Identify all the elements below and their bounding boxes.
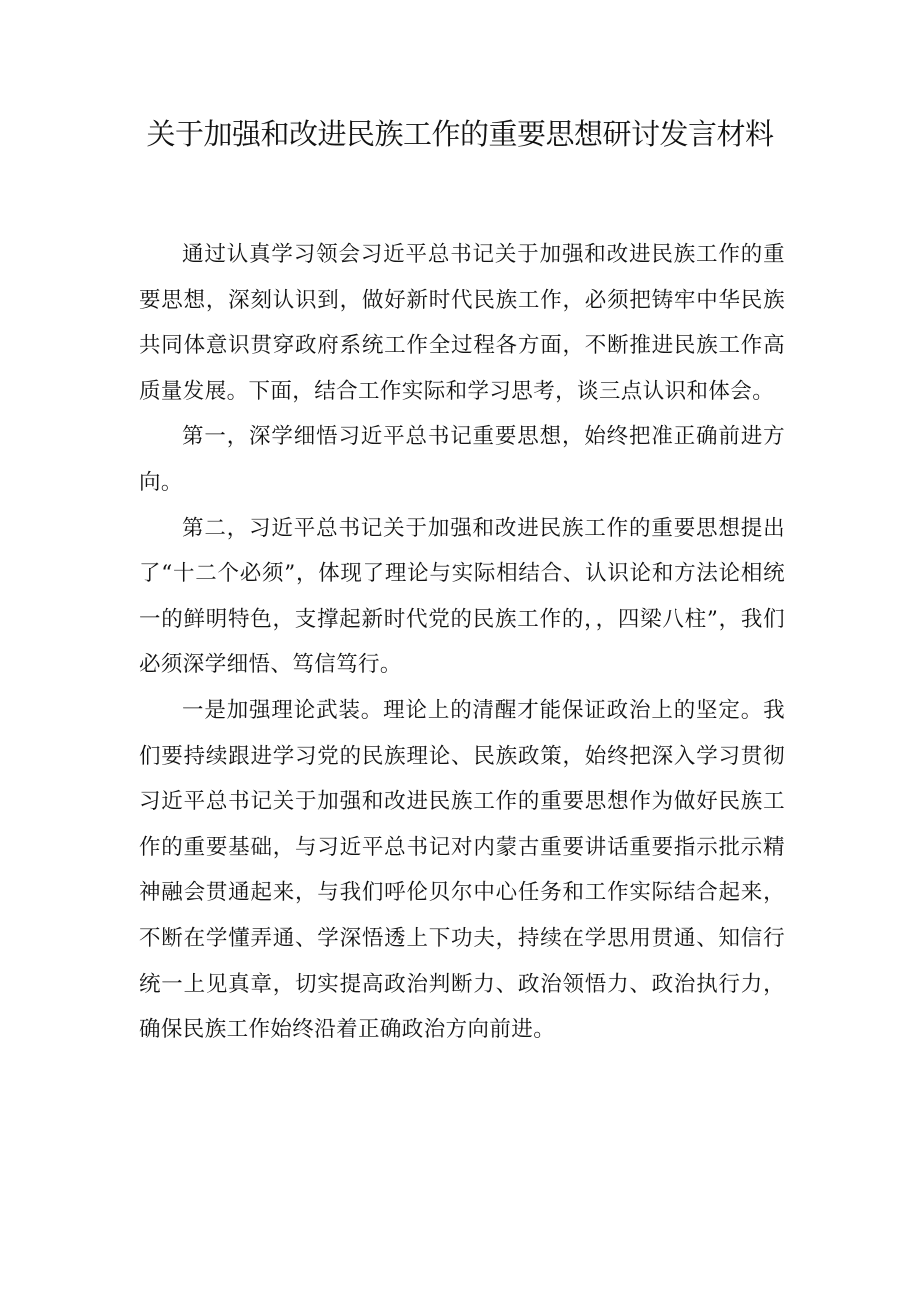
paragraph-first-point: 第一，深学细悟习近平总书记重要思想，始终把准正确前进方向。 — [139, 424, 785, 495]
document-body — [139, 232, 785, 1053]
paragraph-intro: 通过认真学习领会习近平总书记关于加强和改进民族工作的重要思想，深刻认识到，做好新时代民族工作，必须把铸牢中华民族共同体意识贯穿政府系统工作全过程各方面，不断推进民族工作高质量发展。下面，结合工作实际和学习思考，谈三点认识和体会。 — [139, 242, 785, 404]
paragraph-second-point: 第二，习近平总书记关于加强和改进民族工作的重要思想提出了“十二个必须”，体现了理论与实际相结合、认识论和方法论相统一的鲜明特色，支撑起新时代党的民族工作的，，四梁八柱”，我们必须深学细悟、笃信笃行。 — [139, 515, 785, 678]
document-title: 关于加强和改进民族工作的重要思想研讨发言材料 — [146, 117, 774, 151]
paragraph-theory-study: 一是加强理论武装。理论上的清醒才能保证政治上的坚定。我们要持续跟进学习党的民族理论、民族政策，始终把深入学习贯彻习近平总书记关于加强和改进民族工作的重要思想作为做好民族工作的重要基础，与习近平总书记对内蒙古重要讲话重要指示批示精神融会贯通起来，与我们呼伦贝尔中心任务和工作实际结合起来，不断在学懂弄通、学深悟透上下功夫，持续在学思用贯通、知信行统一上见真章，切实提高政治判断力、政治领悟力、政治执行力，确保民族工作始终沿着正确政治方向前进。 — [139, 697, 785, 1043]
